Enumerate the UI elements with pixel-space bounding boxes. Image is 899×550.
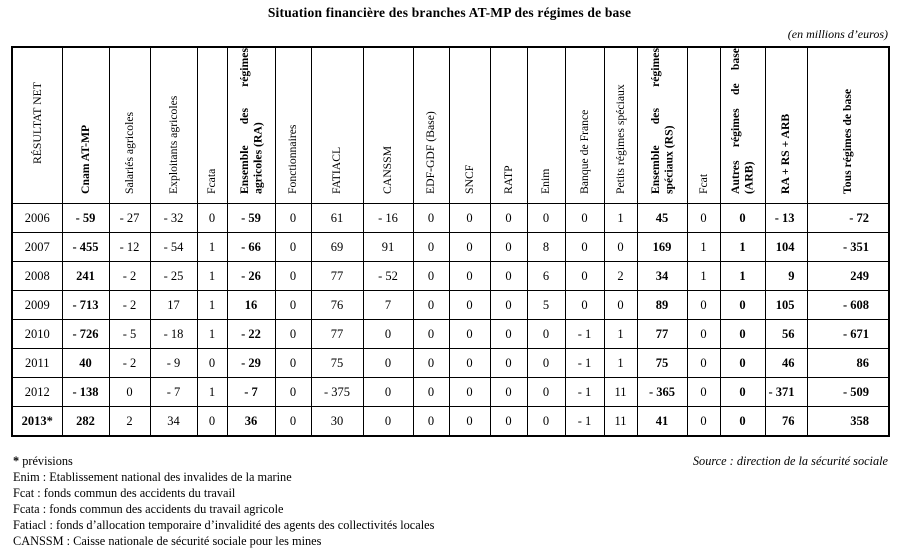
value-cell: - 7 bbox=[150, 378, 197, 407]
value-cell: 0 bbox=[413, 407, 449, 437]
value-cell: 0 bbox=[604, 233, 637, 262]
value-cell: - 138 bbox=[62, 378, 109, 407]
value-cell: 17 bbox=[150, 291, 197, 320]
column-header bbox=[197, 47, 227, 204]
page-title: Situation financière des branches AT-MP des régimes de base bbox=[267, 5, 632, 20]
value-cell: 0 bbox=[720, 407, 765, 437]
year-cell: 2007 bbox=[12, 233, 62, 262]
value-cell: 0 bbox=[720, 378, 765, 407]
column-header-label: EDF-GDF (Base) bbox=[424, 111, 438, 194]
value-cell: 358 bbox=[807, 407, 889, 437]
value-cell: 0 bbox=[275, 407, 311, 437]
value-cell: - 29 bbox=[227, 349, 275, 378]
value-cell: - 1 bbox=[565, 407, 604, 437]
value-cell: 241 bbox=[62, 262, 109, 291]
asterisk-text: prévisions bbox=[22, 454, 73, 468]
corner-header bbox=[12, 47, 62, 204]
value-cell: - 1 bbox=[565, 320, 604, 349]
year-cell: 2011 bbox=[12, 349, 62, 378]
value-cell: 0 bbox=[413, 262, 449, 291]
value-cell: 46 bbox=[765, 349, 807, 378]
value-cell: 40 bbox=[62, 349, 109, 378]
value-cell: 0 bbox=[720, 291, 765, 320]
column-header-label: RA + RS + ARB bbox=[779, 113, 793, 194]
value-cell: 1 bbox=[197, 262, 227, 291]
value-cell: - 25 bbox=[150, 262, 197, 291]
value-cell: 16 bbox=[227, 291, 275, 320]
value-cell: 0 bbox=[275, 378, 311, 407]
value-cell: - 26 bbox=[227, 262, 275, 291]
table-row bbox=[12, 262, 889, 291]
table-row bbox=[12, 233, 889, 262]
value-cell: 6 bbox=[527, 262, 565, 291]
column-header-label: Banque de France bbox=[577, 109, 591, 194]
unit-note: (en millions d’euros) bbox=[787, 27, 888, 41]
year-cell: 2012 bbox=[12, 378, 62, 407]
value-cell: - 18 bbox=[150, 320, 197, 349]
value-cell: 0 bbox=[275, 262, 311, 291]
value-cell: - 9 bbox=[150, 349, 197, 378]
value-cell: 0 bbox=[413, 291, 449, 320]
value-cell: - 52 bbox=[363, 262, 413, 291]
value-cell: 0 bbox=[527, 407, 565, 437]
source-note: Source : direction de la sécurité sociale bbox=[692, 454, 888, 468]
value-cell: 77 bbox=[311, 320, 363, 349]
column-header-label: SNCF bbox=[462, 164, 476, 194]
footer bbox=[13, 453, 888, 550]
column-header bbox=[413, 47, 449, 204]
column-header-label: Salariés agricoles bbox=[122, 111, 136, 194]
value-cell: - 32 bbox=[150, 204, 197, 233]
column-header bbox=[720, 47, 765, 204]
value-cell: - 2 bbox=[109, 349, 150, 378]
value-cell: 9 bbox=[765, 262, 807, 291]
table-body bbox=[12, 204, 889, 437]
value-cell: 8 bbox=[527, 233, 565, 262]
year-cell: 2006 bbox=[12, 204, 62, 233]
value-cell: - 7 bbox=[227, 378, 275, 407]
value-cell: - 713 bbox=[62, 291, 109, 320]
table-row bbox=[12, 407, 889, 437]
value-cell: 0 bbox=[449, 262, 490, 291]
value-cell: 1 bbox=[197, 378, 227, 407]
value-cell: - 509 bbox=[807, 378, 889, 407]
footnote-line: Fcata : fonds commun des accidents du travail agricole bbox=[13, 502, 284, 517]
value-cell: 0 bbox=[449, 407, 490, 437]
value-cell: 1 bbox=[604, 204, 637, 233]
value-cell: 76 bbox=[765, 407, 807, 437]
value-cell: 0 bbox=[197, 407, 227, 437]
value-cell: 1 bbox=[720, 262, 765, 291]
value-cell: 0 bbox=[490, 349, 527, 378]
footnote-line: Fcat : fonds commun des accidents du travail bbox=[13, 486, 236, 501]
table-row bbox=[12, 349, 889, 378]
value-cell: 11 bbox=[604, 378, 637, 407]
value-cell: 41 bbox=[637, 407, 687, 437]
column-header-label: Ensemble des régimes spéciaux (RS) bbox=[648, 48, 675, 194]
value-cell: 249 bbox=[807, 262, 889, 291]
column-header-label: FATIACL bbox=[330, 146, 344, 194]
value-cell: 76 bbox=[311, 291, 363, 320]
value-cell: - 1 bbox=[565, 378, 604, 407]
value-cell: 0 bbox=[490, 407, 527, 437]
value-cell: 34 bbox=[637, 262, 687, 291]
value-cell: 0 bbox=[720, 349, 765, 378]
value-cell: - 608 bbox=[807, 291, 889, 320]
value-cell: - 2 bbox=[109, 291, 150, 320]
year-cell: 2009 bbox=[12, 291, 62, 320]
value-cell: 0 bbox=[275, 233, 311, 262]
value-cell: 0 bbox=[413, 320, 449, 349]
value-cell: - 16 bbox=[363, 204, 413, 233]
value-cell: 0 bbox=[413, 233, 449, 262]
column-header-label: Fonctionnaires bbox=[286, 124, 300, 194]
column-header-label: Exploitants agricoles bbox=[166, 95, 180, 194]
value-cell: 69 bbox=[311, 233, 363, 262]
value-cell: 75 bbox=[311, 349, 363, 378]
value-cell: 0 bbox=[604, 291, 637, 320]
value-cell: 75 bbox=[637, 349, 687, 378]
column-header bbox=[449, 47, 490, 204]
value-cell: 0 bbox=[363, 320, 413, 349]
value-cell: 0 bbox=[687, 407, 720, 437]
value-cell: 0 bbox=[413, 378, 449, 407]
value-cell: 0 bbox=[687, 291, 720, 320]
value-cell: 0 bbox=[490, 378, 527, 407]
value-cell: - 13 bbox=[765, 204, 807, 233]
value-cell: - 72 bbox=[807, 204, 889, 233]
value-cell: 0 bbox=[109, 378, 150, 407]
corner-header-label: RÉSULTAT NET bbox=[30, 82, 44, 164]
value-cell: 0 bbox=[490, 233, 527, 262]
value-cell: 0 bbox=[565, 291, 604, 320]
value-cell: 1 bbox=[197, 291, 227, 320]
value-cell: 77 bbox=[311, 262, 363, 291]
column-header bbox=[363, 47, 413, 204]
column-header bbox=[765, 47, 807, 204]
footnotes bbox=[13, 453, 434, 550]
column-header-label: Autres régimes de base (ARB) bbox=[729, 48, 756, 194]
value-cell: 30 bbox=[311, 407, 363, 437]
column-header bbox=[490, 47, 527, 204]
footnote-line: Enim : Etablissement national des invalides de la marine bbox=[13, 470, 292, 485]
year-cell: 2008 bbox=[12, 262, 62, 291]
value-cell: 0 bbox=[490, 320, 527, 349]
value-cell: 5 bbox=[527, 291, 565, 320]
column-header-label: Ensemble des régimes agricoles (RA) bbox=[237, 48, 264, 194]
value-cell: 34 bbox=[150, 407, 197, 437]
column-header bbox=[311, 47, 363, 204]
value-cell: 1 bbox=[197, 233, 227, 262]
column-header-label: Petits régimes spéciaux bbox=[613, 84, 627, 194]
value-cell: 0 bbox=[527, 378, 565, 407]
column-header bbox=[109, 47, 150, 204]
value-cell: 0 bbox=[413, 349, 449, 378]
column-header bbox=[527, 47, 565, 204]
table-row bbox=[12, 378, 889, 407]
footnote-line: CANSSM : Caisse nationale de sécurité sociale pour les mines bbox=[13, 534, 322, 549]
table-row bbox=[12, 204, 889, 233]
value-cell: 0 bbox=[565, 262, 604, 291]
value-cell: - 671 bbox=[807, 320, 889, 349]
column-header bbox=[62, 47, 109, 204]
table-row bbox=[12, 291, 889, 320]
value-cell: 0 bbox=[363, 407, 413, 437]
value-cell: 169 bbox=[637, 233, 687, 262]
column-header-label: Fcata bbox=[205, 168, 219, 194]
value-cell: - 5 bbox=[109, 320, 150, 349]
value-cell: 0 bbox=[565, 233, 604, 262]
value-cell: 1 bbox=[687, 233, 720, 262]
value-cell: - 2 bbox=[109, 262, 150, 291]
value-cell: 0 bbox=[527, 320, 565, 349]
value-cell: 89 bbox=[637, 291, 687, 320]
value-cell: 0 bbox=[720, 320, 765, 349]
value-cell: 1 bbox=[604, 349, 637, 378]
value-cell: 1 bbox=[197, 320, 227, 349]
value-cell: - 1 bbox=[565, 349, 604, 378]
value-cell: 0 bbox=[527, 204, 565, 233]
value-cell: 0 bbox=[275, 291, 311, 320]
column-header bbox=[565, 47, 604, 204]
value-cell: 1 bbox=[720, 233, 765, 262]
value-cell: 0 bbox=[449, 291, 490, 320]
column-header-label: Cnam AT-MP bbox=[78, 124, 92, 194]
value-cell: 0 bbox=[449, 378, 490, 407]
column-header-label: RATP bbox=[501, 165, 515, 194]
value-cell: - 12 bbox=[109, 233, 150, 262]
value-cell: 61 bbox=[311, 204, 363, 233]
year-cell: 2013* bbox=[12, 407, 62, 437]
column-header bbox=[637, 47, 687, 204]
table-header bbox=[12, 47, 889, 204]
value-cell: 0 bbox=[687, 204, 720, 233]
value-cell: 0 bbox=[527, 349, 565, 378]
value-cell: 0 bbox=[449, 233, 490, 262]
value-cell: 0 bbox=[363, 378, 413, 407]
value-cell: 0 bbox=[413, 204, 449, 233]
value-cell: 0 bbox=[197, 349, 227, 378]
year-cell: 2010 bbox=[12, 320, 62, 349]
value-cell: 282 bbox=[62, 407, 109, 437]
value-cell: 45 bbox=[637, 204, 687, 233]
column-header-label: CANSSM bbox=[381, 145, 395, 194]
value-cell: - 22 bbox=[227, 320, 275, 349]
value-cell: 36 bbox=[227, 407, 275, 437]
value-cell: 0 bbox=[687, 349, 720, 378]
value-cell: 2 bbox=[109, 407, 150, 437]
column-header bbox=[150, 47, 197, 204]
value-cell: - 66 bbox=[227, 233, 275, 262]
value-cell: 0 bbox=[449, 204, 490, 233]
value-cell: 2 bbox=[604, 262, 637, 291]
value-cell: 0 bbox=[687, 320, 720, 349]
value-cell: 0 bbox=[490, 204, 527, 233]
column-header-label: Enim bbox=[539, 168, 553, 194]
value-cell: 0 bbox=[275, 320, 311, 349]
table-row bbox=[12, 320, 889, 349]
value-cell: - 59 bbox=[62, 204, 109, 233]
value-cell: 0 bbox=[490, 262, 527, 291]
value-cell: - 371 bbox=[765, 378, 807, 407]
value-cell: 7 bbox=[363, 291, 413, 320]
column-header-label: Fcat bbox=[696, 173, 710, 194]
header-row bbox=[12, 47, 889, 204]
value-cell: 0 bbox=[449, 320, 490, 349]
value-cell: 105 bbox=[765, 291, 807, 320]
value-cell: 0 bbox=[490, 291, 527, 320]
value-cell: 56 bbox=[765, 320, 807, 349]
value-cell: 0 bbox=[565, 204, 604, 233]
value-cell: 77 bbox=[637, 320, 687, 349]
value-cell: - 27 bbox=[109, 204, 150, 233]
value-cell: 11 bbox=[604, 407, 637, 437]
asterisk-note bbox=[13, 453, 434, 469]
value-cell: 86 bbox=[807, 349, 889, 378]
value-cell: - 455 bbox=[62, 233, 109, 262]
column-header bbox=[604, 47, 637, 204]
value-cell: - 351 bbox=[807, 233, 889, 262]
value-cell: 0 bbox=[687, 378, 720, 407]
column-header bbox=[687, 47, 720, 204]
value-cell: 0 bbox=[197, 204, 227, 233]
value-cell: 91 bbox=[363, 233, 413, 262]
value-cell: - 726 bbox=[62, 320, 109, 349]
value-cell: - 375 bbox=[311, 378, 363, 407]
value-cell: 0 bbox=[720, 204, 765, 233]
column-header bbox=[807, 47, 889, 204]
value-cell: 0 bbox=[275, 349, 311, 378]
value-cell: - 365 bbox=[637, 378, 687, 407]
column-header bbox=[227, 47, 275, 204]
value-cell: 1 bbox=[687, 262, 720, 291]
value-cell: - 59 bbox=[227, 204, 275, 233]
value-cell: 0 bbox=[363, 349, 413, 378]
column-header bbox=[275, 47, 311, 204]
results-table bbox=[11, 46, 890, 437]
value-cell: - 54 bbox=[150, 233, 197, 262]
value-cell: 104 bbox=[765, 233, 807, 262]
value-cell: 0 bbox=[275, 204, 311, 233]
asterisk-marker: * bbox=[13, 454, 20, 468]
column-header-label: Tous régimes de base bbox=[841, 88, 854, 194]
footnote-line: Fatiacl : fonds d’allocation temporaire d’invalidité des agents des collectivités locales bbox=[13, 518, 435, 533]
value-cell: 0 bbox=[449, 349, 490, 378]
value-cell: 1 bbox=[604, 320, 637, 349]
